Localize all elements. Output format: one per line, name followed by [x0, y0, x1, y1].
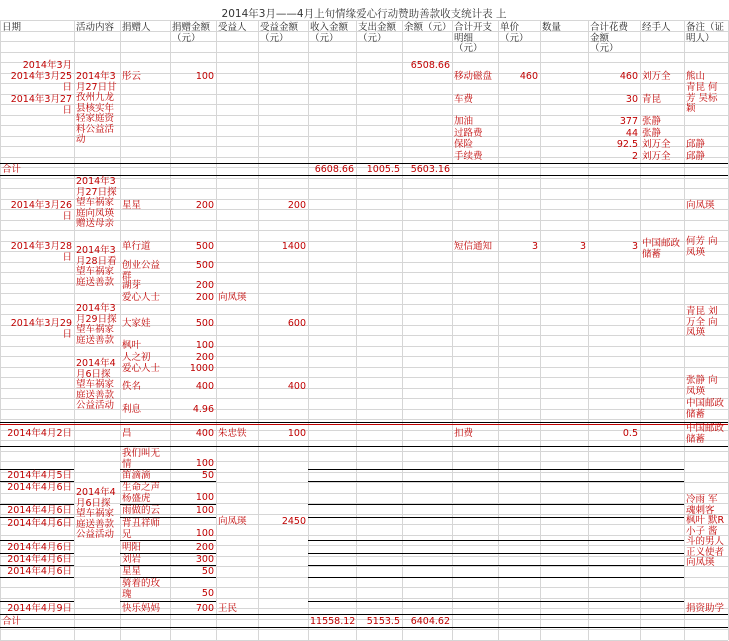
row-benefit-amount: 600 — [287, 318, 306, 329]
grid-row-line — [0, 62, 728, 63]
header-handler: 经手人 — [642, 22, 671, 33]
row-donor: 笛滴滴 — [122, 470, 151, 481]
expense-handler: 中国邮政 储蓄 — [642, 238, 681, 260]
row-donation-amount: 100 — [195, 340, 214, 351]
grid-row-line — [0, 472, 728, 473]
expense-detail: 短信通知 — [454, 241, 493, 252]
row-date: 2014年3月29日 — [10, 318, 72, 340]
expense-total: 44 — [625, 128, 638, 139]
grid-row-line — [0, 20, 728, 21]
expense-handler: 张静 — [642, 116, 662, 127]
row-rule — [308, 481, 684, 482]
expense-unit-price: 460 — [519, 71, 538, 82]
row-donation-amount: 100 — [195, 528, 214, 539]
row-date: 2014年3月25日 — [10, 71, 72, 93]
row-donation-amount: 100 — [195, 492, 214, 503]
remark-cell: 张静 向 凤瑛 — [686, 375, 718, 397]
row-date: 2014年3月28日 — [10, 241, 72, 263]
expense-detail: 加油 — [454, 116, 474, 127]
grid-row-line — [0, 356, 728, 357]
row-date: 2014年4月5日 — [7, 470, 72, 481]
row-activity: 2014年3 月28日看 望车祸家 庭送善款 — [76, 245, 117, 288]
grid-row-line — [0, 482, 728, 483]
row-donor: 明阳 — [122, 542, 142, 553]
sheet-title: 2014年3月——4月上旬情缘爱心行动赞助善款收支统计表 上 — [221, 8, 507, 20]
row-donor: 雨做的云 — [122, 505, 161, 516]
row-rule — [308, 540, 684, 541]
section-separator — [0, 422, 728, 423]
row-donor: 快乐妈妈 — [122, 603, 161, 614]
row-rule — [308, 565, 684, 566]
row-rule — [308, 553, 684, 554]
row-donation-amount: 100 — [195, 505, 214, 516]
expense-total: 30 — [625, 94, 638, 105]
remark-cell: 向凤瑛 — [686, 200, 715, 211]
row-donor: 我们叫无 情 — [122, 448, 161, 470]
expense-total: 3 — [631, 241, 638, 252]
row-donor: 利息 — [122, 404, 142, 415]
row-beneficiary: 向凤瑛 — [218, 292, 247, 303]
expense-total: 0.5 — [622, 428, 638, 439]
grid-col-line — [498, 20, 499, 640]
row-donation-amount: 500 — [195, 318, 214, 329]
section-separator — [0, 446, 728, 447]
row-donor: 爱心人士 — [122, 363, 161, 374]
grid-col-line — [216, 20, 217, 640]
row-donation-amount: 1000 — [189, 363, 214, 374]
expense-handler: 张静 — [642, 128, 662, 139]
row-date: 2014年4月6日 — [7, 566, 72, 577]
row-date: 2014年4月6日 — [7, 505, 72, 516]
row-benefit-amount: 2450 — [281, 516, 306, 527]
row-donation-amount: 200 — [195, 542, 214, 553]
expense-handler: 刘万全 — [642, 151, 671, 162]
row-donor: 星星 — [122, 200, 142, 211]
grid-row-line — [0, 545, 728, 546]
row-date: 2014年3月27日 — [10, 94, 72, 116]
row-donation-amount: 50 — [201, 566, 214, 577]
row-donation-amount: 50 — [201, 470, 214, 481]
row-donation-amount: 200 — [195, 200, 214, 211]
row-date: 2014年4月6日 — [7, 482, 72, 493]
row-rule — [120, 540, 216, 541]
row-rule — [120, 601, 216, 602]
row-donation-amount: 400 — [195, 381, 214, 392]
row-donor: 昌 — [122, 428, 132, 439]
row-donor: 彤云 — [122, 71, 142, 82]
remark-cell: 邱静 — [686, 139, 706, 150]
row-benefit-amount: 400 — [287, 381, 306, 392]
expense-handler: 青昆 — [642, 94, 662, 105]
row-donor: 爱心人士 — [122, 292, 161, 303]
expense-detail: 过路费 — [454, 128, 483, 139]
row-balance: 6508.66 — [410, 60, 450, 71]
grid-row-line — [0, 440, 728, 441]
section-separator — [0, 627, 728, 628]
row-activity: 2014年3 月29日探 望车祸家 庭送善款 — [76, 303, 117, 346]
grid-col-line — [588, 20, 589, 640]
header-expense: 支出金额 （元） — [358, 22, 397, 44]
expense-unit-price: 3 — [531, 241, 538, 252]
row-donor: 单行道 — [122, 241, 151, 252]
row-date: 2014年3月 — [22, 60, 72, 71]
row-beneficiary: 王民 — [218, 603, 238, 614]
expense-detail: 车费 — [454, 94, 474, 105]
row-donor: 生命之声 杨盛虎 — [122, 482, 161, 504]
header-spend-detail: 合计开支 明细 （元） — [454, 22, 493, 54]
expense-quantity: 3 — [579, 241, 586, 252]
expense-detail: 移动磁盘 — [454, 71, 493, 82]
row-benefit-amount: 100 — [287, 428, 306, 439]
row-donation-amount: 100 — [195, 71, 214, 82]
remark-cell: 中国邮政 储蓄 — [686, 398, 725, 420]
row-donation-amount: 100 — [195, 458, 214, 469]
row-beneficiary: 朱忠铁 — [218, 428, 247, 439]
row-benefit-amount: 200 — [287, 200, 306, 211]
row-donation-amount: 300 — [195, 554, 214, 565]
row-rule — [308, 504, 684, 505]
expense-detail: 保险 — [454, 139, 474, 150]
expense-handler: 刘万全 — [642, 71, 671, 82]
grid-row-line — [0, 419, 728, 420]
grid-row-line — [0, 629, 728, 630]
header-donor: 捐赠人 — [122, 22, 151, 33]
row-donor: 创业公益 群 — [122, 260, 161, 282]
row-date: 2014年4月6日 — [7, 554, 72, 565]
grid-col-line — [356, 20, 357, 640]
row-donor: 背丑祥师 兄 — [122, 518, 161, 540]
row-date: 2014年4月6日 — [7, 518, 72, 529]
row-rule — [308, 469, 684, 470]
row-donation-amount: 500 — [195, 260, 214, 271]
grid-row-line — [0, 461, 728, 462]
remark-cell: 熊山 — [686, 71, 706, 82]
row-donor: 佚名 — [122, 381, 142, 392]
grid-row-line — [0, 598, 728, 599]
row-donation-amount: 200 — [195, 292, 214, 303]
row-donor: 星星 — [122, 566, 142, 577]
header-total-spend: 合计花费 金额 （元） — [590, 22, 629, 54]
header-date: 日期 — [2, 22, 22, 33]
row-rule — [0, 424, 728, 425]
row-donation-amount: 50 — [201, 588, 214, 599]
grid-col-line — [640, 20, 641, 640]
expense-handler: 刘万全 — [642, 139, 671, 150]
header-beneficiary: 受益人 — [218, 22, 247, 33]
row-beneficiary: 向凤瑛 — [218, 516, 247, 527]
row-date: 2014年4月6日 — [7, 542, 72, 553]
row-donation-amount: 500 — [195, 241, 214, 252]
remark-cell: 青昆 何 芳 吴标 颖 — [686, 82, 718, 114]
remark-cell: 邱静 — [686, 151, 706, 162]
row-donor: 湖芽 — [122, 280, 142, 291]
row-rule — [308, 601, 684, 602]
row-activity: 2014年3 月27日甘 孜州九龙 县核实年 轻家庭资 料公益活 动 — [76, 71, 117, 145]
row-date: 2014年4月2日 — [7, 428, 72, 439]
row-donor: 大家娃 — [122, 318, 151, 329]
header-activity: 活动内容 — [76, 22, 115, 33]
grid-row-line — [0, 556, 728, 557]
grid-col-line — [402, 20, 403, 640]
header-balance: 余额（元） — [404, 22, 452, 33]
total-label: 合计 — [2, 616, 22, 627]
grid-row-line — [0, 451, 728, 452]
header-income: 收入金额 （元） — [310, 22, 349, 44]
remark-cell: 冷雨 军 魂刺客 枫叶 默R 小子 酱 斗的男人 正义使者 向凤瑛 — [686, 494, 725, 568]
grid-col-line — [258, 20, 259, 640]
header-quantity: 数量 — [542, 22, 562, 33]
grid-row-line — [0, 587, 728, 588]
row-rule — [308, 517, 684, 518]
row-donation-amount: 200 — [195, 280, 214, 291]
expense-total: 92.5 — [616, 139, 638, 150]
header-benefit-amount: 受益金额 （元） — [260, 22, 299, 44]
header-donation-amount: 捐赠金额 （元） — [172, 22, 211, 44]
total-income: 11558.12 — [310, 616, 356, 627]
row-rule — [308, 577, 684, 578]
total-expense: 5153.5 — [366, 616, 400, 627]
row-donation-amount: 200 — [195, 352, 214, 363]
expense-total: 2 — [631, 151, 638, 162]
row-donation-amount: 700 — [195, 603, 214, 614]
remark-cell: 捐资助学 — [686, 603, 725, 614]
grid-row-line — [0, 293, 728, 294]
header-remarks: 备注（证 明人） — [686, 22, 725, 44]
expense-detail: 扣费 — [454, 428, 474, 439]
row-activity: 2014年4 月6日探 望车祸家 庭送善款 公益活动 — [76, 358, 116, 411]
grid-row-line — [0, 566, 728, 567]
row-donor: 枫叶 — [122, 340, 142, 351]
expense-detail: 手续费 — [454, 151, 483, 162]
remark-cell: 青昆 刘 万全 向 凤瑛 — [686, 306, 718, 338]
total-balance: 6404.62 — [410, 616, 450, 627]
grid-col-line — [308, 20, 309, 640]
row-rule — [0, 540, 74, 541]
row-benefit-amount: 1400 — [281, 241, 306, 252]
row-donor: 骑着的玫 瑰 — [122, 578, 161, 600]
grid-col-line — [452, 20, 453, 640]
subtotal-expense: 1005.5 — [366, 164, 400, 175]
header-unit-price: 单价 （元） — [500, 22, 529, 44]
subtotal-income: 6608.66 — [314, 164, 354, 175]
row-date: 2014年3月26日 — [10, 200, 72, 222]
row-date: 2014年4月9日 — [7, 603, 72, 614]
row-donation-amount: 400 — [195, 428, 214, 439]
remark-cell: 何芳 向 凤瑛 — [686, 236, 718, 258]
grid-col-line — [540, 20, 541, 640]
expense-total: 377 — [619, 116, 638, 127]
row-activity: 2014年4 月6日探 望车祸家 庭送善款 公益活动 — [76, 487, 116, 540]
subtotal-balance: 5603.16 — [410, 164, 450, 175]
subtotal-label: 合计 — [2, 164, 22, 175]
grid-row-line — [0, 608, 728, 609]
remark-cell: 中国邮政 储蓄 — [686, 423, 725, 445]
row-donor: 人之初 — [122, 352, 151, 363]
row-rule — [0, 601, 74, 602]
expense-total: 460 — [619, 71, 638, 82]
row-donation-amount: 4.96 — [192, 404, 214, 415]
row-activity: 2014年3 月27日探 望车祸家 庭向凤瑛 赠送母亲 — [76, 176, 117, 229]
row-donor: 刘岩 — [122, 554, 142, 565]
section-separator — [0, 614, 728, 615]
